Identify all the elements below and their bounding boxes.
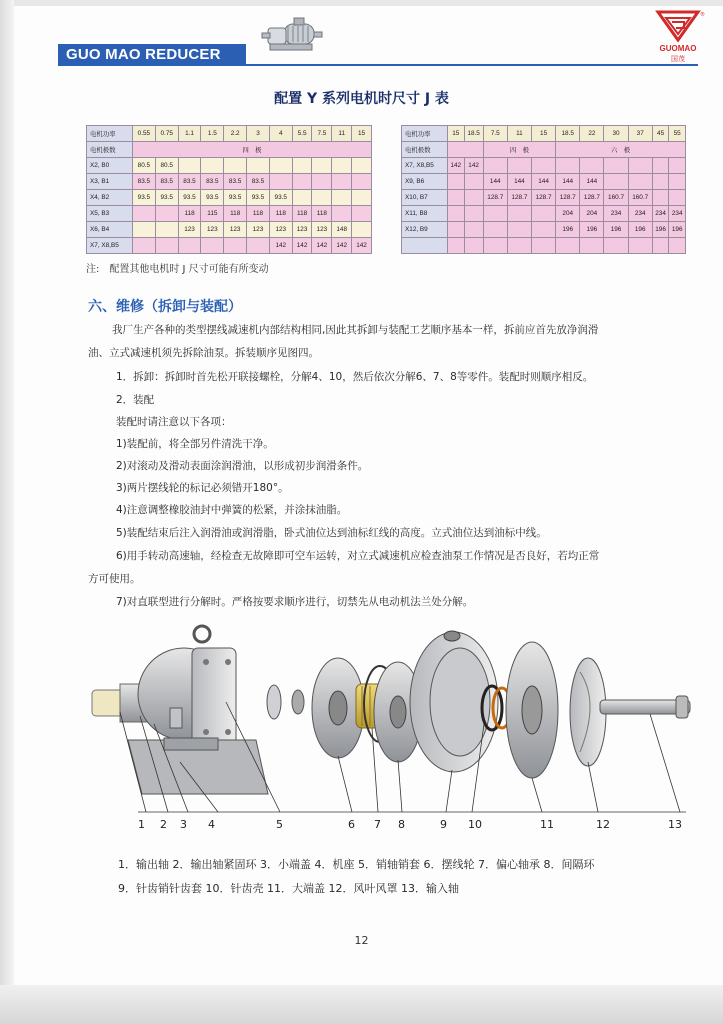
j-value-cell (201, 238, 224, 254)
j-value-cell: 123 (312, 222, 332, 238)
j-value-cell: 118 (269, 206, 292, 222)
part-label: 9 (440, 818, 447, 831)
j-value-cell: 128.7 (483, 190, 507, 206)
j-value-cell (178, 158, 201, 174)
j-value-cell (247, 238, 270, 254)
j-value-cell: 93.5 (224, 190, 247, 206)
frame-size-cell (402, 238, 448, 254)
frame-size-cell: X3, B1 (87, 174, 133, 190)
j-value-cell: 123 (247, 222, 270, 238)
assembly-item: 1)装配前，将全部另件清洗干净。 (116, 438, 274, 450)
j-value-cell: 80.5 (133, 158, 156, 174)
j-value-cell: 123 (201, 222, 224, 238)
j-value-cell (669, 158, 686, 174)
input-shaft (600, 696, 690, 718)
j-value-cell (628, 238, 652, 254)
j-value-cell: 128.7 (556, 190, 580, 206)
j-value-cell (464, 190, 483, 206)
j-value-cell: 160.7 (604, 190, 628, 206)
j-value-cell: 118 (224, 206, 247, 222)
poles-label-cell: 电机极数 (402, 142, 448, 158)
j-value-cell (133, 222, 156, 238)
j-value-cell: 234 (604, 206, 628, 222)
frame-size-cell: X6, B4 (87, 222, 133, 238)
j-value-cell: 144 (556, 174, 580, 190)
j-table-right (401, 125, 686, 254)
j-value-cell: 83.5 (224, 174, 247, 190)
j-value-cell (507, 206, 531, 222)
j-value-cell (464, 206, 483, 222)
j-value-cell: 142 (448, 158, 465, 174)
section-heading: 六、维修（拆卸与装配） (88, 299, 242, 315)
power-header-cell: 11 (332, 126, 352, 142)
j-value-cell (604, 238, 628, 254)
j-value-cell: 123 (178, 222, 201, 238)
j-value-cell: 93.5 (269, 190, 292, 206)
frame-size-cell: X9, B6 (402, 174, 448, 190)
power-header-cell: 45 (652, 126, 669, 142)
j-value-cell (312, 158, 332, 174)
j-value-cell (155, 238, 178, 254)
j-value-cell: 142 (352, 238, 372, 254)
table-row (87, 174, 372, 190)
j-value-cell (224, 158, 247, 174)
j-value-cell: 204 (556, 206, 580, 222)
j-value-cell: 196 (669, 222, 686, 238)
table-row (402, 238, 686, 254)
j-value-cell: 93.5 (247, 190, 270, 206)
j-value-cell: 123 (224, 222, 247, 238)
assembly-item: 5)装配结束后注入润滑油或润滑脂，卧式油位达到油标红线的高度。立式油位达到油标中线。 (116, 527, 547, 539)
j-value-cell: 118 (292, 206, 312, 222)
j-value-cell (669, 238, 686, 254)
part-label: 12 (596, 818, 610, 831)
header-label-cell: 电机功率 (87, 126, 133, 142)
j-value-cell: 83.5 (155, 174, 178, 190)
power-header-cell: 2.2 (224, 126, 247, 142)
logo-text-en: GUOMAO (659, 44, 697, 53)
small-ring-part (267, 685, 304, 719)
power-header-cell: 15 (448, 126, 465, 142)
frame-size-cell: X4, B2 (87, 190, 133, 206)
j-value-cell: 128.7 (532, 190, 556, 206)
power-header-cell: 11 (507, 126, 531, 142)
j-value-cell: 123 (269, 222, 292, 238)
poles-value-cell: 四 极 (133, 142, 372, 158)
j-value-cell (352, 222, 372, 238)
j-value-cell (332, 174, 352, 190)
logo-text-cn: 国茂 (671, 55, 685, 63)
j-value-cell (483, 222, 507, 238)
j-value-cell: 142 (312, 238, 332, 254)
power-header-cell: 3 (247, 126, 270, 142)
j-value-cell (448, 190, 465, 206)
j-value-cell: 160.7 (628, 190, 652, 206)
j-value-cell (332, 190, 352, 206)
j-value-cell (652, 174, 669, 190)
power-header-cell: 7.5 (483, 126, 507, 142)
j-value-cell (483, 206, 507, 222)
j-value-cell: 204 (580, 206, 604, 222)
poles-row (402, 142, 686, 158)
poles-four-cell: 四 极 (483, 142, 555, 158)
j-value-cell: 83.5 (247, 174, 270, 190)
part-label: 1 (138, 818, 145, 831)
j-value-cell (556, 238, 580, 254)
j-value-cell: 128.7 (507, 190, 531, 206)
part-label: 5 (276, 818, 283, 831)
header-label-cell: 电机功率 (402, 126, 448, 142)
j-value-cell (292, 190, 312, 206)
j-value-cell (532, 238, 556, 254)
exploded-view-diagram (80, 612, 700, 842)
frame-size-cell: X2, B0 (87, 158, 133, 174)
frame-size-cell: X7, X8,B5 (87, 238, 133, 254)
j-value-cell (332, 158, 352, 174)
table-title: 配置 Y 系列电机时尺寸 J 表 (274, 91, 449, 107)
j-value-cell (448, 174, 465, 190)
j-value-cell: 144 (507, 174, 531, 190)
assembly-item-continued: 方可使用。 (88, 573, 141, 585)
j-value-cell: 144 (580, 174, 604, 190)
j-value-cell: 83.5 (178, 174, 201, 190)
part-label: 10 (468, 818, 482, 831)
parts-legend-line-2: 9．针齿销针齿套 10．针齿壳 11．大端盖 12．风叶风罩 13．输入轴 (118, 882, 459, 895)
j-value-cell (292, 158, 312, 174)
j-value-cell: 80.5 (155, 158, 178, 174)
step-disassembly: 1．拆卸：拆卸时首先松开联接螺栓，分解4、10，然后依次分解6、7、8等零件。装配时则顺序相反。 (116, 371, 594, 383)
guomao-logo (648, 8, 708, 64)
assembly-item: 6)用手转动高速轴，经检查无故障即可空车运转，对立式减速机应检查油泵工作情况是否良好，若均正常 (116, 550, 600, 562)
j-value-cell (312, 190, 332, 206)
j-value-cell (483, 158, 507, 174)
power-header-cell: 55 (669, 126, 686, 142)
part-label: 6 (348, 818, 355, 831)
j-value-cell (652, 238, 669, 254)
power-header-cell: 15 (352, 126, 372, 142)
table-row (402, 174, 686, 190)
j-value-cell (269, 174, 292, 190)
power-header-cell: 0.55 (133, 126, 156, 142)
power-header-cell: 1.1 (178, 126, 201, 142)
j-value-cell (507, 222, 531, 238)
j-value-cell: 234 (669, 206, 686, 222)
part-label: 2 (160, 818, 167, 831)
j-value-cell (312, 174, 332, 190)
step-assembly: 2．装配 (116, 394, 155, 406)
j-value-cell (332, 206, 352, 222)
assembly-item: 4)注意调整橡胶油封中弹簧的松紧，并涂抹油脂。 (116, 504, 348, 516)
j-value-cell (580, 238, 604, 254)
part-label: 8 (398, 818, 405, 831)
frame-size-cell: X12, B9 (402, 222, 448, 238)
j-value-cell (669, 190, 686, 206)
j-value-cell: 142 (292, 238, 312, 254)
assembly-item: 3)两片摆线轮的标记必须错开180°。 (116, 482, 289, 494)
page-edge-bottom (0, 985, 723, 1024)
j-value-cell (292, 174, 312, 190)
page-edge-top (0, 0, 723, 6)
power-header-cell: 5.5 (292, 126, 312, 142)
power-header-cell: 18.5 (556, 126, 580, 142)
part-label: 3 (180, 818, 187, 831)
j-value-cell (464, 238, 483, 254)
j-value-cell: 93.5 (155, 190, 178, 206)
j-value-cell: 123 (292, 222, 312, 238)
assembly-item: 7)对直联型进行分解时。严格按要求顺序进行，切禁先从电动机法兰处分解。 (116, 596, 474, 608)
power-header-cell: 0.75 (155, 126, 178, 142)
j-value-cell (448, 222, 465, 238)
j-value-cell: 118 (247, 206, 270, 222)
j-value-cell (464, 222, 483, 238)
table-row (402, 190, 686, 206)
j-value-cell: 115 (201, 206, 224, 222)
power-header-cell: 37 (628, 126, 652, 142)
poles-blank-cell (448, 142, 484, 158)
j-value-cell (201, 158, 224, 174)
j-value-cell: 196 (652, 222, 669, 238)
part-label: 4 (208, 818, 215, 831)
j-value-cell: 83.5 (133, 174, 156, 190)
j-value-cell: 142 (269, 238, 292, 254)
j-value-cell (352, 206, 372, 222)
j-value-cell (269, 158, 292, 174)
j-value-cell: 196 (580, 222, 604, 238)
j-value-cell (652, 158, 669, 174)
j-value-cell (628, 158, 652, 174)
assembly-intro: 装配时请注意以下各项： (116, 416, 232, 428)
table-header-row (402, 126, 686, 142)
j-value-cell (133, 238, 156, 254)
j-value-cell (604, 158, 628, 174)
j-value-cell (532, 206, 556, 222)
j-value-cell: 144 (483, 174, 507, 190)
j-value-cell (507, 238, 531, 254)
needle-gear-housing (410, 631, 498, 772)
j-value-cell (483, 238, 507, 254)
j-value-cell (352, 158, 372, 174)
j-value-cell: 128.7 (580, 190, 604, 206)
j-value-cell (352, 174, 372, 190)
power-header-cell: 15 (532, 126, 556, 142)
table-row (87, 158, 372, 174)
intro-line-1: 我厂生产各种的类型摆线减速机内部结构相同,因此其拆卸与装配工艺顺序基本一样，拆前应首先放净润滑 (112, 324, 599, 336)
table-row (87, 206, 372, 222)
j-value-cell (155, 206, 178, 222)
page-number: 12 (354, 934, 369, 947)
j-value-cell: 144 (532, 174, 556, 190)
j-value-cell (669, 174, 686, 190)
power-header-cell: 4 (269, 126, 292, 142)
power-header-cell: 18.5 (464, 126, 483, 142)
j-value-cell (448, 238, 465, 254)
part-label: 7 (374, 818, 381, 831)
j-value-cell (247, 158, 270, 174)
j-value-cell: 118 (178, 206, 201, 222)
power-header-cell: 1.5 (201, 126, 224, 142)
j-value-cell (604, 174, 628, 190)
j-value-cell: 118 (312, 206, 332, 222)
part-label: 13 (668, 818, 682, 831)
j-value-cell (155, 222, 178, 238)
frame-size-cell: X5, B3 (87, 206, 133, 222)
header-rule (58, 64, 698, 66)
j-value-cell: 93.5 (201, 190, 224, 206)
j-value-cell: 196 (556, 222, 580, 238)
j-value-cell: 83.5 (201, 174, 224, 190)
j-value-cell: 93.5 (133, 190, 156, 206)
j-value-cell: 148 (332, 222, 352, 238)
power-header-cell: 30 (604, 126, 628, 142)
table-row (402, 222, 686, 238)
brand-title: GUO MAO REDUCER (66, 46, 221, 63)
j-table-left (86, 125, 372, 254)
j-value-cell: 142 (464, 158, 483, 174)
j-value-cell (464, 174, 483, 190)
large-end-cover (506, 642, 558, 778)
j-value-cell: 196 (628, 222, 652, 238)
j-value-cell (628, 174, 652, 190)
j-value-cell: 142 (332, 238, 352, 254)
table-row (87, 190, 372, 206)
j-value-cell: 234 (652, 206, 669, 222)
power-header-cell: 22 (580, 126, 604, 142)
j-value-cell (448, 206, 465, 222)
frame-size-cell: X10, B7 (402, 190, 448, 206)
table-note: 注: 配置其他电机时 J 尺寸可能有所变动 (86, 264, 269, 275)
j-value-cell (556, 158, 580, 174)
j-value-cell (580, 158, 604, 174)
poles-row (87, 142, 372, 158)
j-value-cell: 234 (628, 206, 652, 222)
j-value-cell: 93.5 (178, 190, 201, 206)
table-row (402, 206, 686, 222)
j-value-cell: 196 (604, 222, 628, 238)
j-value-cell (652, 190, 669, 206)
j-value-cell (178, 238, 201, 254)
table-row (87, 222, 372, 238)
poles-six-cell: 六 极 (556, 142, 686, 158)
parts-legend-line-1: 1．输出轴 2．输出轴紧固环 3．小端盖 4．机座 5．销轴销套 6．摆线轮 7．偏心轴承 8．间隔环 (118, 858, 595, 871)
j-value-cell (507, 158, 531, 174)
table-header-row (87, 126, 372, 142)
intro-line-2: 油、立式减速机须先拆除油泵。拆装顺序见图四。 (88, 347, 319, 359)
frame-size-cell: X11, B8 (402, 206, 448, 222)
j-value-cell (532, 158, 556, 174)
poles-label-cell: 电机极数 (87, 142, 133, 158)
j-value-cell (352, 190, 372, 206)
page-edge-left (0, 0, 14, 1024)
assembly-item: 2)对滚动及滑动表面涂润滑油，以形成初步润滑条件。 (116, 460, 369, 472)
j-value-cell (133, 206, 156, 222)
j-value-cell (224, 238, 247, 254)
table-row (402, 158, 686, 174)
j-value-cell (532, 222, 556, 238)
registered-mark: ® (700, 12, 705, 18)
part-label: 11 (540, 818, 554, 831)
reducer-housing (92, 626, 268, 794)
motor-thumbnail-icon (260, 10, 326, 62)
table-row (87, 238, 372, 254)
power-header-cell: 7.5 (312, 126, 332, 142)
frame-size-cell: X7, X8,B5 (402, 158, 448, 174)
